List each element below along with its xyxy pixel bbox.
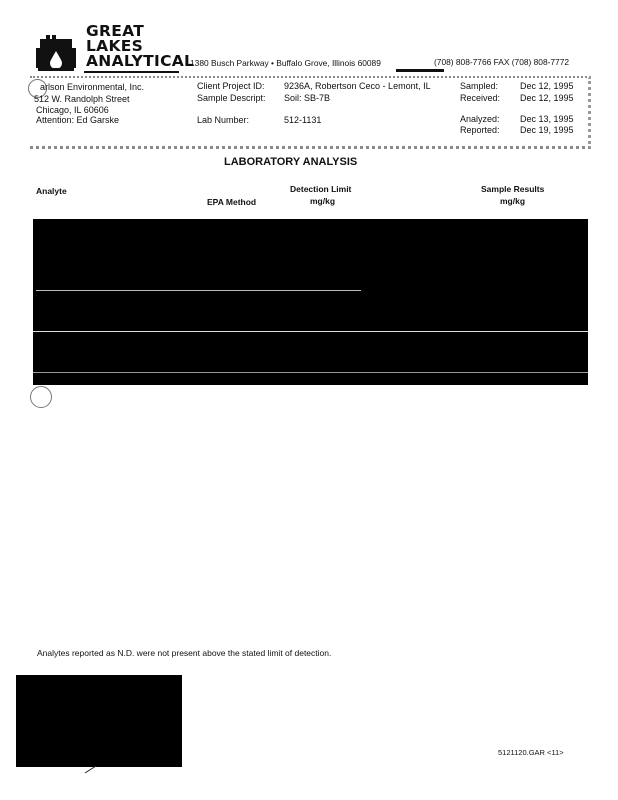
column-detection-limit: Detection Limit xyxy=(290,184,352,194)
pen-stroke-mark xyxy=(84,764,98,774)
column-sample-results: Sample Results xyxy=(481,184,545,194)
reported-label: Reported: xyxy=(460,125,500,135)
redaction-scan-line xyxy=(33,372,588,373)
column-results-unit: mg/kg xyxy=(500,196,526,206)
analyzed-value: Dec 13, 1995 xyxy=(520,114,574,124)
redaction-scan-line xyxy=(33,331,588,332)
company-phone-fax: (708) 808-7766 FAX (708) 808-7772 xyxy=(434,57,570,67)
lab-number-value: 512-1131 xyxy=(284,115,322,125)
project-id-label: Client Project ID: xyxy=(197,81,265,91)
punch-hole-middle xyxy=(30,386,52,408)
sampled-value: Dec 12, 1995 xyxy=(520,81,574,91)
report-title: LABORATORY ANALYSIS xyxy=(224,156,358,168)
received-label: Received: xyxy=(460,93,501,103)
column-detection-unit: mg/kg xyxy=(310,196,336,206)
client-street: 512 W. Randolph Street xyxy=(34,94,130,104)
redaction-scan-line xyxy=(36,290,361,291)
client-attention: Attention: Ed Garske xyxy=(36,115,120,125)
logo-text-great: GREAT xyxy=(86,22,145,40)
scan-mark xyxy=(396,69,444,72)
client-name: arlson Environmental, Inc. xyxy=(40,82,145,92)
client-city: Chicago, IL 60606 xyxy=(36,105,109,115)
logo-text-lakes: LAKES xyxy=(86,37,144,55)
received-value: Dec 12, 1995 xyxy=(520,93,574,103)
reported-value: Dec 19, 1995 xyxy=(520,125,574,135)
company-logo-icon xyxy=(34,35,78,73)
logo-text-analytical: ANALYTICAL xyxy=(86,52,195,70)
redacted-results-block xyxy=(33,219,588,385)
project-id-value: 9236A, Robertson Ceco - Lemont, IL xyxy=(284,81,431,91)
sampled-label: Sampled: xyxy=(460,81,499,91)
lab-number-label: Lab Number: xyxy=(197,115,250,125)
company-address: 1380 Busch Parkway • Buffalo Grove, Illinois 60089 xyxy=(190,58,381,68)
redacted-signature-block xyxy=(16,675,182,767)
column-epa-method: EPA Method xyxy=(207,197,257,207)
footer-file-reference: 5121120.GAR <11> xyxy=(498,748,564,757)
column-analyte: Analyte xyxy=(36,186,67,196)
logo-underline xyxy=(84,71,179,73)
sample-desc-value: Soil: SB-7B xyxy=(284,93,331,103)
analyzed-label: Analyzed: xyxy=(460,114,500,124)
detection-note: Analytes reported as N.D. were not present above the stated limit of detection. xyxy=(37,648,332,658)
sample-desc-label: Sample Descript: xyxy=(197,93,266,103)
